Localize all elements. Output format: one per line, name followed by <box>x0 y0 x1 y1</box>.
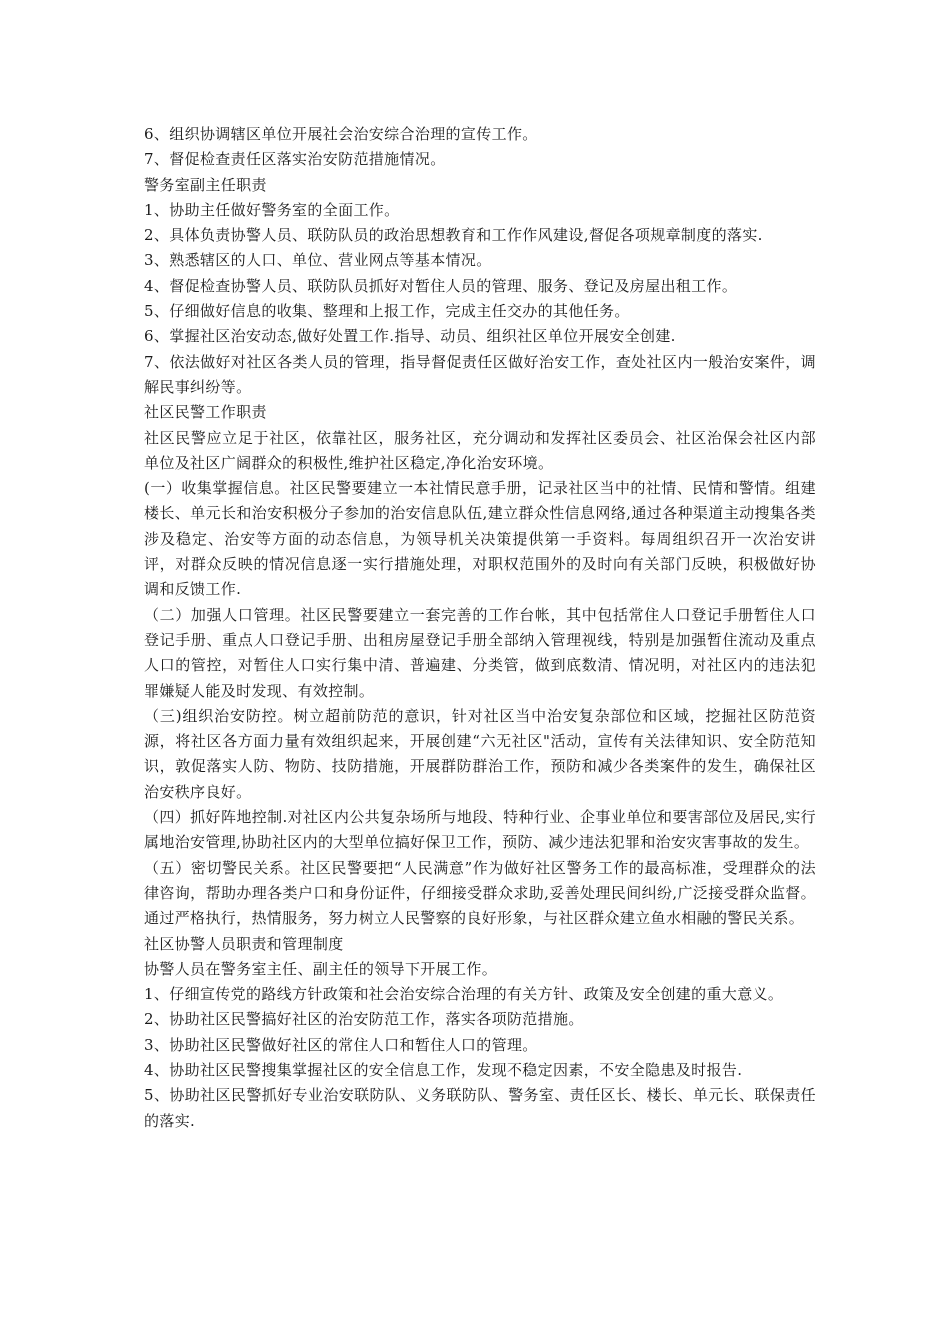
paragraph: （三)组织治安防控。树立超前防范的意识，针对社区当中治安复杂部位和区域，挖掘社区防范资源，将社区各方面力量有效组织起来，开展创建“六无社区"活动，宣传有关法律知识、安全防范知识，敦促落实人防、物防、技防措施，开展群防群治工作，预防和减少各类案件的发生，确保社区治安秩序良好。 <box>144 706 816 801</box>
paragraph: 3、协助社区民警做好社区的常住人口和暂住人口的管理。 <box>144 1035 538 1054</box>
document-page <box>144 122 816 1134</box>
paragraph: 1、仔细宣传党的路线方针政策和社会治安综合治理的有关方针、政策及安全创建的重大意义。 <box>144 985 784 1004</box>
paragraph: (一）收集掌握信息。社区民警要建立一本社情民意手册，记录社区当中的社情、民情和警情。组建楼长、单元长和治安积极分子参加的治安信息队伍,建立群众性信息网络,通过各种渠道主动搜集各类涉及稳定、治安等方面的动态信息，为领导机关决策提供第一手资料。每周组织召开一次治安讲评，对群众反映的情况信息逐一实行措施处理，对职权范围外的及时向有关部门反映，积极做好协调和反馈工作. <box>144 479 816 599</box>
section-heading: 社区协警人员职责和管理制度 <box>144 934 344 953</box>
section-heading: 社区民警工作职责 <box>144 403 267 422</box>
paragraph: 协警人员在警务室主任、副主任的领导下开展工作。 <box>144 959 498 978</box>
paragraph: 4、督促检查协警人员、联防队员抓好对暂住人员的管理、服务、登记及房屋出租工作。 <box>144 276 738 295</box>
paragraph: 7、依法做好对社区各类人员的管理，指导督促责任区做好治安工作，查处社区内一般治安案件，调解民事纠纷等。 <box>144 352 816 396</box>
paragraph: 5、仔细做好信息的收集、整理和上报工作，完成主任交办的其他任务。 <box>144 302 630 321</box>
section-heading: 警务室副主任职责 <box>144 175 267 194</box>
paragraph: 6、掌握社区治安动态,做好处置工作.指导、动员、组织社区单位开展安全创建. <box>144 327 676 346</box>
paragraph: 2、协助社区民警搞好社区的治安防范工作，落实各项防范措施。 <box>144 1010 584 1029</box>
paragraph: （五）密切警民关系。社区民警要把“人民满意”作为做好社区警务工作的最高标准，受理群众的法律咨询，帮助办理各类户口和身份证件，仔细接受群众求助,妥善处理民间纠纷,广泛接受群众监督。通过严格执行，热情服务，努力树立人民警察的良好形象，与社区群众建立鱼水相融的警民关系。 <box>144 858 816 928</box>
paragraph: （二）加强人口管理。社区民警要建立一套完善的工作台帐，其中包括常住人口登记手册暂住人口登记手册、重点人口登记手册、出租房屋登记手册全部纳入管理视线，特别是加强暂住流动及重点人口的管控，对暂住人口实行集中清、普遍建、分类管，做到底数清、情况明，对社区内的违法犯罪嫌疑人能及时发现、有效控制。 <box>144 605 816 700</box>
paragraph: 社区民警应立足于社区，依靠社区，服务社区，充分调动和发挥社区委员会、社区治保会社区内部单位及社区广阔群众的积极性,维护社区稳定,净化治安环境。 <box>144 428 816 472</box>
paragraph: 3、熟悉辖区的人口、单位、营业网点等基本情况。 <box>144 251 492 270</box>
paragraph: 6、组织协调辖区单位开展社会治安综合治理的宣传工作。 <box>144 125 538 143</box>
paragraph: 5、协助社区民警抓好专业治安联防队、义务联防队、警务室、责任区长、楼长、单元长、联保责任的落实. <box>144 1086 816 1130</box>
paragraph: 1、协助主任做好警务室的全面工作。 <box>144 200 400 219</box>
paragraph: 2、具体负责协警人员、联防队员的政治思想教育和工作作风建设,督促各项规章制度的落实. <box>144 226 763 245</box>
paragraph: 4、协助社区民警搜集掌握社区的安全信息工作，发现不稳定因素，不安全隐患及时报告. <box>144 1060 743 1079</box>
paragraph: 7、督促检查责任区落实治安防范措施情况。 <box>144 150 446 169</box>
paragraph: （四）抓好阵地控制.对社区内公共复杂场所与地段、特种行业、企事业单位和要害部位及居民,实行属地治安管理,协助社区内的大型单位搞好保卫工作，预防、减少违法犯罪和治安灾害事故的发生。 <box>144 808 816 852</box>
